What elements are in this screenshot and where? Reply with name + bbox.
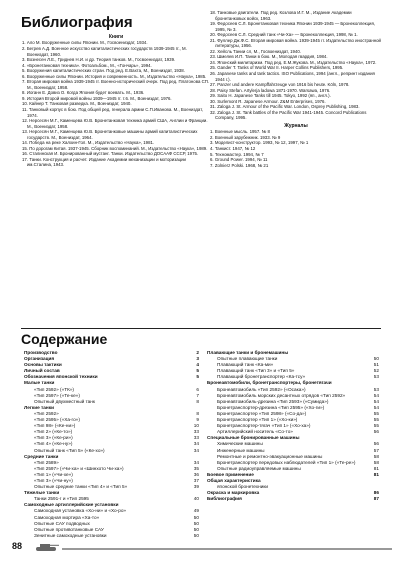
bibliography-entry: 17. Танки. Конструкция и расчет. Издание Академии механизации и моторизации им.Сталина, 1943. (22, 156, 186, 168)
toc-entry-title: «Тип 2» («Ке-то») (34, 429, 73, 435)
journal-entry: 5. Техномастер. 1994, № 7 (210, 151, 264, 157)
toc-entry-page: 33 (193, 429, 199, 435)
toc-entry-title: «Тип 2597» («Чи-ха» и «Шинхото Чи-ха») (34, 465, 124, 471)
bibliography-entry: 18. Танковые двигатели. Под ред. Козлова И.Г. М., Издание Академии бронетанковых войск, 1963. (210, 10, 352, 21)
toc-entry-title: Общая характеристика (207, 477, 261, 483)
bibliography-entry: 8. Иоганн Е. Довиз О. Когда Япония будет воевать. М., 1936. (22, 90, 145, 96)
toc-entry-title: Бронеавтомобиль морских десантных отрядов «Тип 2592» (217, 392, 346, 398)
toc-entry-title: Плавающий танк «Ка-ми» (217, 362, 274, 368)
toc-entry-page: 50 (193, 532, 199, 538)
toc-entry-title: «Тип 3» («Ке-ри») (34, 435, 73, 441)
toc-entry-title: «Тип 98» («Ке-ни») (34, 423, 76, 429)
toc-entry-title: «Тип 2595» («Ха-го») (34, 417, 80, 423)
toc-entry-page: 55 (373, 417, 379, 423)
bibliography-entry: 6. Вооруженные силы Японии. История и современность. М., Издательство «Наука», 1985. (22, 73, 207, 79)
toc-entry-title: Окраска и маркировка (207, 490, 260, 496)
bibliography-books-column (22, 34, 210, 168)
bibliography-entry: 28. Paisy Stefan. Artylerja ladowa 1871-1970. Warsawa, 1976. (210, 87, 331, 93)
contents-left-column (24, 350, 199, 539)
toc-entry-page: 53 (373, 374, 379, 380)
bibliography-title: Библиография (21, 14, 133, 31)
toc-entry-page: 50 (193, 514, 199, 520)
bibliography-entry: 14. Победа на реке Халхин-Гол. М., Издательство «Наука», 1981. (22, 140, 155, 146)
toc-entry-title: «Тип 4» («Ке-ну») (34, 441, 73, 447)
bibliography-entry: 20. Федосеев С.Л. Средний танк «Чи-Ха» — Бронеколлекция, 1998, № 1. (210, 32, 358, 38)
toc-entry-title: Ремонтные и ремонтно-эвакуационные машины (217, 453, 323, 459)
bibliography-entry: 4. «Бронетанковая техника». Фотоальбом., М., «Гончарь», 1994. (22, 62, 152, 68)
toc-entry-title: «Тип 1» («Чи-хе») (34, 471, 73, 477)
toc-entry-title: «Тип 2592» («ТК») (34, 386, 74, 392)
toc-entry-title: Зенитные самоходные установки (34, 532, 107, 538)
journal-entry: 7. Zolnierz Polski. 1968, № 21 (210, 162, 269, 168)
toc-entry-page: 6 (196, 386, 199, 392)
toc-entry-title: Малые танки (24, 380, 55, 386)
page-footer (12, 538, 392, 558)
toc-entry-title: Бронетранспортер «Тип 1» («Хо-ки») (217, 417, 298, 423)
bibliography-entry: 27. Panzer und andere Kampffahrzeuge von 1916 bis heute. Köln, 1978. (210, 82, 350, 88)
toc-entry-title: Тяжелые танки (24, 490, 60, 496)
contents-title: Содержание (21, 331, 108, 347)
bibliography-right-column (210, 10, 382, 168)
toc-entry-title: Опытные средние танки «Тип 4» и «Тип 5» (34, 484, 128, 490)
books-heading: Книги (108, 34, 124, 40)
toc-entry-title: Средние танки (24, 453, 59, 459)
toc-entry-page: 81 (373, 465, 379, 471)
toc-entry-title: Самоходные артиллерийские установки (24, 502, 119, 508)
toc-entry-title: «Тип 3» («Чи-ну») (34, 477, 73, 483)
toc-entry-page: 5 (196, 374, 199, 380)
books-continued-list (210, 10, 382, 121)
toc-entry-title: Плавающий бронетранспортер «Ка-тсу» (217, 374, 306, 380)
toc-entry-page: 57 (373, 447, 379, 453)
bibliography-entry: 13. Нерсесян М.Г., Каменцева Ю.В. Бронетанковые машины армий капиталистических государств. М., Воениздат, 1964. (22, 129, 198, 140)
tank-icon (34, 542, 60, 552)
toc-entry-page: 5 (196, 368, 199, 374)
toc-entry-page: 81 (373, 471, 379, 477)
toc-entry-page: 10 (193, 423, 199, 429)
journal-entry: 2. Военный зарубежник. 1933. № 9 (210, 134, 281, 140)
bibliography-entry: 29. Saito H. Japanese Tanks till 1945. Tokyo, 1992 (яп., англ.). (210, 93, 331, 99)
toc-entry-title: Химические машины (217, 441, 263, 447)
toc-entry-title: Опытные противотанковые САУ (34, 526, 104, 532)
toc-entry-page: 8 (196, 398, 199, 404)
toc-entry-title: Производство (24, 350, 58, 355)
toc-entry-title: Плавающий танк «Тип 3» и «Тип 5» (217, 368, 295, 374)
toc-entry-page: 56 (373, 441, 379, 447)
toc-entry-title: Опытный танк «Тип 5» («Ке-хо») (34, 447, 105, 453)
toc-entry-title: Бронетранспортер «Тип 2598» («Со-да») (217, 410, 307, 416)
bibliography-entry: 23. Шмелев И.П. Танки в бою. М., Молодая гвардия, 1984. (210, 54, 328, 60)
bibliography-entry: 1. Ало М. Вооруженные силы Японии. М., Госвоениздат, 1934. (22, 40, 148, 46)
toc-entry-title: Опытный двухместный танк (34, 398, 95, 404)
toc-entry-title: Библиография (207, 496, 242, 502)
toc-entry-page: 54 (373, 398, 379, 404)
toc-entry-title: Бронеавтомобиль «Тип 2592» («Осака») (217, 386, 306, 392)
bibliography-entry: 7. Вторая мировая война 1939-1945 гг. Военно-исторический очерк. Под ред. Платонова СП. М., Воениздат, 1958. (22, 79, 210, 90)
bibliography-entry: 15. По дорогам Китая. 1937-1945. Сборник воспоминаний. М., Издательство «Наука», 1989. (22, 145, 208, 151)
bibliography-entry: 10. Кайнер Т. Танковая разведка. М., Воениздат, 1940. (22, 101, 132, 107)
toc-entry-page: 2 (196, 350, 199, 355)
bibliography-entry: 12. Нерсесян М.Г., Каменцева Ю.В. Бронетанковая техника армий США, Англии и Франции. М., Воениздат, 1958. (22, 118, 208, 129)
toc-entry-page: 58 (373, 453, 379, 459)
toc-entry-page: 39 (193, 484, 199, 490)
toc-entry-page: 52 (373, 368, 379, 374)
bibliography-entry: 5. Вооружения капиталистических стран. Под ред. Е.Вахта, М., Воениздат, 1938. (22, 68, 185, 74)
toc-entry-title: Легкие танки (24, 404, 54, 410)
toc-entry-title: Обозначения японской техники (24, 374, 98, 380)
bibliography-entry: 32. Zaloga J. St. Tank battles of the Pacific War 1941-1945. Concord Publications Company, 1995. (210, 109, 367, 121)
bibliography-entry: 31. Zaloga J. St. Armour of the Pacific War. London, Osprey Publishing, 1983. (210, 104, 360, 110)
toc-entry-page: 54 (373, 392, 379, 398)
toc-entry-title: японской бронетехники (217, 484, 269, 490)
journal-entry: 6. Ground Power. 1994, № 11 (210, 157, 268, 163)
toc-entry-page: 55 (373, 410, 379, 416)
toc-entry-page: 54 (373, 404, 379, 410)
toc-entry-page: 58 (373, 459, 379, 465)
toc-entry-page: 8 (196, 410, 199, 416)
section-divider (21, 328, 381, 329)
toc-entry-page: 49 (193, 508, 199, 514)
journals-heading: Журналы (284, 122, 308, 129)
bibliography-entry: 25. Gander T. Tanks of World War II. Harper Collins Publishers, 1995. (210, 65, 344, 71)
toc-entry-page: 51 (373, 362, 379, 368)
toc-entry-title: Опытные плавающие танки (217, 356, 278, 362)
bibliography-entry: 19. Федосеев С.Л. Бронетанковая техника Японии 1939-1945 — Бронеколлекция, 1995, № 3. (210, 21, 376, 32)
toc-entry-page: 34 (193, 459, 199, 465)
toc-entry-page: 56 (373, 429, 379, 435)
toc-entry-title: Боевое применение (207, 471, 254, 477)
toc-entry-title: Организация (24, 356, 55, 362)
toc-entry-title: Опытные радиоуправляемые машины (217, 465, 301, 471)
toc-entry-page: 3 (196, 356, 199, 362)
toc-entry-title: Бронетранспортер-дрезина «Тип 2595» («Хо-ги») (217, 404, 325, 410)
toc-entry-page: 40 (193, 496, 199, 502)
toc-entry-title: Бронеавтомобиль-дрезина «Тип 2593» («Сумида») (217, 398, 329, 404)
journals-list (210, 129, 382, 168)
toc-entry-title: «Тип 2589» (34, 459, 59, 465)
toc-entry-page: 34 (193, 447, 199, 453)
toc-entry-page: 50 (193, 520, 199, 526)
bibliography-entry: 11. Танковый корпус в бою. Под общей ред. генерала армии С.П.Иванова. М., Воениздат, 1974. (22, 106, 203, 118)
toc-entry-title: Бронетранспортер передовых наблюдателей «Тип 1» («Те-ре») (217, 459, 356, 465)
toc-entry-title: Бронеавтомобили, бронетранспортеры, бронетягачи (207, 380, 332, 386)
toc-entry-page: 7 (196, 392, 199, 398)
bibliography-entry: 22. Хейсль Тании сл, М., Госвоениздат, 1940. (210, 48, 301, 54)
toc-entry-page: 50 (193, 526, 199, 532)
footer-rule (62, 548, 392, 550)
contents-right-column (207, 350, 379, 502)
bibliography-entry: 24. Японский милитаризм. Под ред. Е.М.Жукова. М., Издательство «Наука», 1972. (210, 59, 377, 65)
journal-entry: 4. Танкист. 1947, № 12 (210, 145, 256, 151)
toc-entry-page: 55 (373, 423, 379, 429)
toc-entry-page: 34 (193, 441, 199, 447)
toc-entry-title: Танки 2591-г и «Тип 2595 (34, 496, 89, 502)
toc-entry-page: 53 (373, 386, 379, 392)
toc-entry-page: 36 (193, 471, 199, 477)
bibliography-entry: 30. Surlemont R. Japanese Armour. Z&M Enterprises, 1976. (210, 98, 326, 104)
page-number: 88 (12, 541, 23, 551)
toc-entry-page: 86 (373, 490, 379, 496)
toc-entry-title: Самоходная мортира «Ха-то» (34, 514, 100, 520)
toc-entry-title: Опытные САУ подводных (34, 520, 90, 526)
bibliography-entry: 16. Сталинская И. Бронированный мустанг. Танки. Издательство ДОСААФ СССР, 1975. (22, 151, 199, 157)
bibliography-entry: 9. История Второй мировой войны 1939—1945 гг. т.6. М., Воениздат, 1976. (22, 95, 172, 101)
journal-entry: 1. Военные мысль. 1957. № 8 (210, 129, 270, 135)
toc-entry-page: 9 (196, 417, 199, 423)
toc-entry-title: Специальные бронированные машины (207, 435, 300, 441)
toc-entry-title: Основы тактики (24, 362, 62, 368)
journal-entry: 3. Моделист-конструктор. 1993, № 12, 1997, № 1 (210, 140, 309, 146)
toc-entry-title: Личный состав (24, 368, 60, 374)
toc-entry-title: Самоходная установка «Хо-ни» и «Хо-ро» (34, 508, 127, 514)
bibliography-entry: 3. Вознесен Л.Е., Гриднев Н.И. и др. Теория танков. М., Госвоениздат, 1939. (22, 57, 176, 63)
toc-entry-page: 37 (193, 477, 199, 483)
toc-entry-page: 50 (373, 356, 379, 362)
toc-entry-page: 4 (196, 362, 199, 368)
toc-entry-page: 87 (373, 496, 379, 502)
toc-entry-title: «Тип 2597» («Те-ке») (34, 392, 80, 398)
toc-entry-page: 35 (193, 465, 199, 471)
toc-entry-title: Инженерные машины (217, 447, 265, 453)
toc-entry-title: «Тип 2592» (34, 410, 59, 416)
toc-entry-title: Артиллерийский носитель «Со-то» (217, 429, 293, 435)
toc-entry-title: Бронетранспортер-тягач «Тип 1» («Хо-ха») (217, 423, 311, 429)
bibliography-entry: 26. Japanese tanks and tank tactics. ISO Publications, 1994 (англ., репринт издания 1944 г.). (210, 71, 375, 82)
books-list (22, 40, 210, 168)
bibliography-entry: 2. Бегрев А.Д. Военное искусство капиталистических государств 1939-1945 гг., М. Воениздат, 1960. (22, 45, 187, 57)
toc-entry-page: 33 (193, 435, 199, 441)
toc-entry (207, 496, 379, 502)
toc-entry-title: Плавающие танки и бронемашины (207, 350, 289, 355)
bibliography-entry: 21. Фуллер Дж.Ф.С. Вторая мировая война. 1939-1945 гг. Издательство иностранной литературы, 1956. (210, 37, 381, 49)
